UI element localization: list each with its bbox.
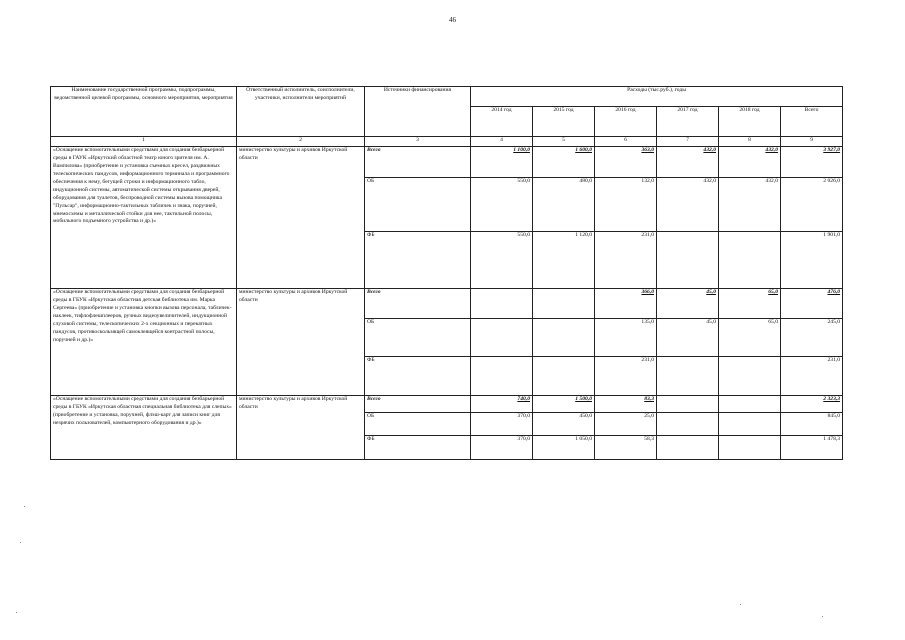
- header-year: 2018 год: [719, 107, 781, 137]
- funding-source: Всего: [365, 396, 471, 413]
- funding-source: ФБ: [365, 357, 471, 396]
- column-number: 3: [365, 137, 471, 147]
- total-cell: 476,0: [781, 289, 843, 319]
- year-value-cell: 231,0: [595, 232, 657, 289]
- year-value-cell: 1 050,0: [533, 436, 595, 460]
- header-year: 2016 год: [595, 107, 657, 137]
- year-value-cell: 480,0: [533, 178, 595, 232]
- finance-row: [51, 289, 843, 319]
- year-value-cell: 45,0: [657, 319, 719, 357]
- header-source: Источники финансирования: [365, 87, 471, 137]
- year-value-cell: 1 120,0: [533, 232, 595, 289]
- header-executor: Ответственный исполнитель, соисполнители, участники, исполнители мероприятий: [237, 87, 365, 137]
- measure-description: «Оснащение вспомогательными средствами для создания безбарьерной среды в ГБУК «Иркутская областная детская библиотека им. Марка Сергеева» (приобретение и установка кнопки вызова персонала, табличек-наклеек, тифлофлешплееров, ручных видеоувеличителей, индукционной слуховой системы, телескопических 2-х секционных и перекатных пандусов, противоскользящей самоклеящейся контрастной полосы, поручней и др.)»: [51, 289, 237, 396]
- year-value-cell: 366,0: [595, 289, 657, 319]
- year-value-cell: 432,0: [719, 147, 781, 178]
- column-number: 8: [719, 137, 781, 147]
- total-cell: 3 927,0: [781, 147, 843, 178]
- page-number: 46: [449, 16, 456, 24]
- column-number: 2: [237, 137, 365, 147]
- finance-row: [51, 396, 843, 413]
- column-number: 5: [533, 137, 595, 147]
- year-value-cell: 432,0: [657, 147, 719, 178]
- funding-source: ОБ: [365, 178, 471, 232]
- measure-executor: министерство культуры и архивов Иркутской области: [237, 289, 365, 396]
- budget-table: [50, 86, 843, 460]
- finance-row: [51, 147, 843, 178]
- year-value-cell: 83,3: [595, 396, 657, 413]
- year-value-cell: 1 500,0: [533, 396, 595, 413]
- funding-source: Всего: [365, 147, 471, 178]
- header-year: 2014 год: [471, 107, 533, 137]
- measure-executor: министерство культуры и архивов Иркутской области: [237, 396, 365, 460]
- year-value-cell: 432,0: [719, 178, 781, 232]
- total-cell: 2 323,3: [781, 396, 843, 413]
- year-value-cell: 65,0: [719, 289, 781, 319]
- measure-executor: министерство культуры и архивов Иркутской области: [237, 147, 365, 289]
- header-year: 2017 год: [657, 107, 719, 137]
- measure-description: «Оснащение вспомогательными средствами для создания безбарьерной среды в ГАУК «Иркутский областной театр юного зрителя им. А. Вампилова» (приобретение и установка съемных кресел, раздвижных телескопических пандусов, информационного терминала и программного обеспечения к нему, бегущей строки и информационного табло, индукционной системы, автоматической системы открывания дверей, оборудования для туалетов, беспроводной системы вызова помощника "Пульсар", информационно-тактильных табличек и знака, поручней, мнемосхемы и металлической стойки для нее, тактильной полосы, мобильного подъемного устройства и др.)»: [51, 147, 237, 289]
- year-value-cell: [471, 289, 533, 319]
- total-cell: 845,0: [781, 413, 843, 436]
- year-value-cell: [533, 357, 595, 396]
- header-expenses: Расходы (тыс.руб.), годы: [471, 87, 843, 107]
- year-value-cell: [657, 413, 719, 436]
- funding-source: ФБ: [365, 436, 471, 460]
- year-value-cell: 1 100,0: [471, 147, 533, 178]
- year-value-cell: [471, 357, 533, 396]
- year-value-cell: [719, 232, 781, 289]
- year-value-cell: 1 600,0: [533, 147, 595, 178]
- year-value-cell: [657, 396, 719, 413]
- column-number: 9: [781, 137, 843, 147]
- year-value-cell: 363,0: [595, 147, 657, 178]
- total-cell: 231,0: [781, 357, 843, 396]
- header-program: Наименование государственной программы, подпрограммы, ведомственной целевой программы, основного мероприятия, мероприятия: [51, 87, 237, 137]
- total-cell: 2 026,0: [781, 178, 843, 232]
- total-cell: 1 478,3: [781, 436, 843, 460]
- year-value-cell: 450,0: [533, 413, 595, 436]
- year-value-cell: 370,0: [471, 436, 533, 460]
- year-value-cell: [657, 232, 719, 289]
- year-value-cell: [471, 319, 533, 357]
- total-cell: 245,0: [781, 319, 843, 357]
- year-value-cell: [657, 357, 719, 396]
- year-value-cell: 740,0: [471, 396, 533, 413]
- year-value-cell: [719, 413, 781, 436]
- column-number: 4: [471, 137, 533, 147]
- year-value-cell: [719, 357, 781, 396]
- header-total: Всего: [781, 107, 843, 137]
- column-number: 7: [657, 137, 719, 147]
- total-cell: 1 901,0: [781, 232, 843, 289]
- year-value-cell: 65,0: [719, 319, 781, 357]
- year-value-cell: [657, 436, 719, 460]
- funding-source: ОБ: [365, 413, 471, 436]
- year-value-cell: 432,0: [657, 178, 719, 232]
- funding-source: Всего: [365, 289, 471, 319]
- year-value-cell: [533, 319, 595, 357]
- year-value-cell: 58,3: [595, 436, 657, 460]
- year-value-cell: [719, 436, 781, 460]
- year-value-cell: 25,0: [595, 413, 657, 436]
- year-value-cell: 550,0: [471, 178, 533, 232]
- measure-description: «Оснащение вспомогательными средствами для создания безбарьерной среды в ГБУК «Иркутская областная специальная библиотека для слепых» (приобретение и установка, поручней, флэш-карт для записи книг для незрячих пользователей, компьютерного оборудования и др.)»: [51, 396, 237, 460]
- year-value-cell: 370,0: [471, 413, 533, 436]
- funding-source: ОБ: [365, 319, 471, 357]
- year-value-cell: [533, 289, 595, 319]
- year-value-cell: 231,0: [595, 357, 657, 396]
- year-value-cell: 132,0: [595, 178, 657, 232]
- column-number: 1: [51, 137, 237, 147]
- year-value-cell: 550,0: [471, 232, 533, 289]
- column-number: 6: [595, 137, 657, 147]
- funding-source: ФБ: [365, 232, 471, 289]
- year-value-cell: 135,0: [595, 319, 657, 357]
- header-year: 2015 год: [533, 107, 595, 137]
- year-value-cell: [719, 396, 781, 413]
- year-value-cell: 45,0: [657, 289, 719, 319]
